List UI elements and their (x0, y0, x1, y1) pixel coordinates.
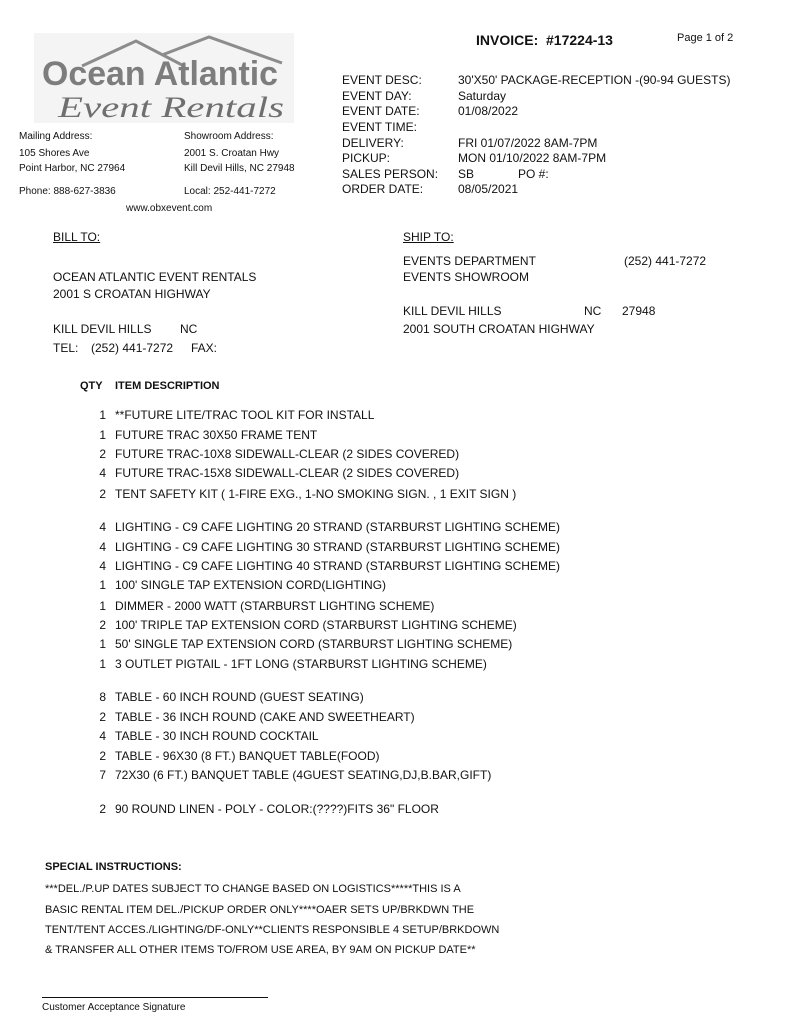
item-description: LIGHTING - C9 CAFE LIGHTING 20 STRAND (STARBURST LIGHTING SCHEME) (115, 520, 560, 534)
bill-to-address: 2001 S CROATAN HIGHWAY (53, 287, 211, 301)
ship-to-state: NC (584, 304, 602, 318)
item-qty: 1 (99, 657, 106, 671)
event-date-value: 01/08/2022 (458, 104, 519, 118)
bill-to-state: NC (180, 322, 198, 336)
order-date-value: 08/05/2021 (458, 182, 519, 196)
sales-person-label: SALES PERSON: (342, 167, 439, 181)
item-qty: 4 (99, 466, 106, 480)
item-description: TENT SAFETY KIT ( 1-FIRE EXG., 1-NO SMOKING SIGN. , 1 EXIT SIGN ) (115, 487, 517, 501)
item-qty: 4 (99, 520, 106, 534)
item-description: TABLE - 60 INCH ROUND (GUEST SEATING) (115, 690, 364, 704)
item-description: LIGHTING - C9 CAFE LIGHTING 30 STRAND (STARBURST LIGHTING SCHEME) (115, 540, 560, 554)
event-date-label: EVENT DATE: (342, 104, 420, 118)
event-time-label: EVENT TIME: (342, 120, 417, 134)
item-description: 50' SINGLE TAP EXTENSION CORD (STARBURST LIGHTING SCHEME) (115, 637, 513, 651)
item-qty: 7 (99, 768, 106, 782)
event-desc-value: 30'X50' PACKAGE-RECEPTION -(90-94 GUESTS) (458, 73, 731, 87)
item-description: 72X30 (6 FT.) BANQUET TABLE (4GUEST SEATING,DJ,B.BAR,GIFT) (115, 768, 492, 782)
ship-to-line1: EVENTS DEPARTMENT (403, 254, 536, 268)
item-description: FUTURE TRAC-10X8 SIDEWALL-CLEAR (2 SIDES COVERED) (115, 447, 460, 461)
bill-to-label: BILL TO: (53, 230, 101, 244)
item-qty: 4 (99, 540, 106, 554)
invoice-title: INVOICE: #17224-13 (476, 32, 613, 48)
bill-to-name: OCEAN ATLANTIC EVENT RENTALS (53, 270, 257, 284)
item-qty: 2 (99, 487, 106, 501)
item-qty: 1 (99, 428, 106, 442)
item-qty: 1 (99, 578, 106, 592)
special-instructions-line: TENT/TENT ACCES./LIGHTING/DF-ONLY**CLIENTS RESPONSIBLE 4 SETUP/BRKDOWN (45, 924, 500, 936)
pickup-label: PICKUP: (342, 151, 391, 165)
item-description: TABLE - 96X30 (8 FT.) BANQUET TABLE(FOOD) (115, 749, 380, 763)
qty-column-header: QTY (80, 380, 103, 392)
pickup-value: MON 01/10/2022 8AM-7PM (458, 151, 607, 165)
bill-to-tel: (252) 441-7272 (91, 341, 174, 355)
page-indicator: Page 1 of 2 (677, 32, 734, 44)
item-qty: 1 (99, 599, 106, 613)
event-day-value: Saturday (458, 89, 507, 103)
sales-person-value: SB (458, 167, 475, 181)
item-description: DIMMER - 2000 WATT (STARBURST LIGHTING SCHEME) (115, 599, 435, 613)
item-qty: 2 (99, 447, 106, 461)
item-qty: 4 (99, 729, 106, 743)
company-logo (34, 33, 294, 123)
event-day-label: EVENT DAY: (342, 89, 412, 103)
po-number-label: PO #: (518, 167, 549, 181)
item-description: TABLE - 36 INCH ROUND (CAKE AND SWEETHEART) (115, 710, 415, 724)
item-description: **FUTURE LITE/TRAC TOOL KIT FOR INSTALL (115, 408, 375, 422)
item-qty: 4 (99, 559, 106, 573)
order-date-label: ORDER DATE: (342, 182, 424, 196)
mailing-line1: 105 Shores Ave (19, 148, 90, 159)
special-instructions-label: SPECIAL INSTRUCTIONS: (45, 861, 182, 873)
ship-to-city: KILL DEVIL HILLS (403, 304, 502, 318)
item-qty: 8 (99, 690, 106, 704)
ship-to-zip: 27948 (622, 304, 656, 318)
item-qty: 2 (99, 802, 106, 816)
special-instructions-line: & TRANSFER ALL OTHER ITEMS TO/FROM USE AREA, BY 9AM ON PICKUP DATE** (45, 944, 476, 956)
showroom-line1: 2001 S. Croatan Hwy (184, 148, 280, 159)
delivery-label: DELIVERY: (342, 136, 404, 150)
logo-line1: Ocean Atlantic (42, 55, 278, 93)
item-description: 3 OUTLET PIGTAIL - 1FT LONG (STARBURST LIGHTING SCHEME) (115, 657, 487, 671)
company-phone: Phone: 888-627-3836 (19, 186, 116, 197)
item-description: 100' SINGLE TAP EXTENSION CORD(LIGHTING) (115, 578, 387, 592)
item-description: FUTURE TRAC-15X8 SIDEWALL-CLEAR (2 SIDES COVERED) (115, 466, 460, 480)
item-description: 90 ROUND LINEN - POLY - COLOR:(????)FITS 36" FLOOR (115, 802, 439, 816)
item-qty: 2 (99, 749, 106, 763)
special-instructions-line: ***DEL./P.UP DATES SUBJECT TO CHANGE BASED ON LOGISTICS*****THIS IS A (45, 883, 461, 895)
item-description: FUTURE TRAC 30X50 FRAME TENT (115, 428, 318, 442)
ship-to-phone: (252) 441-7272 (624, 254, 707, 268)
item-description: TABLE - 30 INCH ROUND COCKTAIL (115, 729, 319, 743)
mailing-label: Mailing Address: (19, 131, 93, 142)
item-qty: 2 (99, 618, 106, 632)
logo-line2: Event Rentals (56, 91, 285, 123)
ship-to-label: SHIP TO: (403, 230, 454, 244)
item-description: LIGHTING - C9 CAFE LIGHTING 40 STRAND (STARBURST LIGHTING SCHEME) (115, 559, 560, 573)
showroom-label: Showroom Address: (184, 131, 274, 142)
signature-line[interactable] (42, 997, 268, 998)
ship-to-address: 2001 SOUTH CROATAN HIGHWAY (403, 322, 595, 336)
bill-to-fax-label: FAX: (191, 341, 218, 355)
item-qty: 2 (99, 710, 106, 724)
bill-to-tel-label: TEL: (53, 341, 79, 355)
delivery-value: FRI 01/07/2022 8AM-7PM (458, 136, 598, 150)
mailing-line2: Point Harbor, NC 27964 (19, 163, 126, 174)
bill-to-city: KILL DEVIL HILLS (53, 322, 152, 336)
item-qty: 1 (99, 408, 106, 422)
company-local-phone: Local: 252-441-7272 (184, 186, 276, 197)
showroom-line2: Kill Devil Hills, NC 27948 (184, 163, 295, 174)
event-desc-label: EVENT DESC: (342, 73, 422, 87)
signature-label: Customer Acceptance Signature (42, 1002, 186, 1013)
ship-to-line2: EVENTS SHOWROOM (403, 270, 530, 284)
description-column-header: ITEM DESCRIPTION (115, 380, 220, 392)
item-qty: 1 (99, 637, 106, 651)
item-description: 100' TRIPLE TAP EXTENSION CORD (STARBURST LIGHTING SCHEME) (115, 618, 517, 632)
company-website: www.obxevent.com (126, 203, 213, 214)
special-instructions-line: BASIC RENTAL ITEM DEL./PICKUP ORDER ONLY****OAER SETS UP/BRKDWN THE (45, 904, 475, 916)
